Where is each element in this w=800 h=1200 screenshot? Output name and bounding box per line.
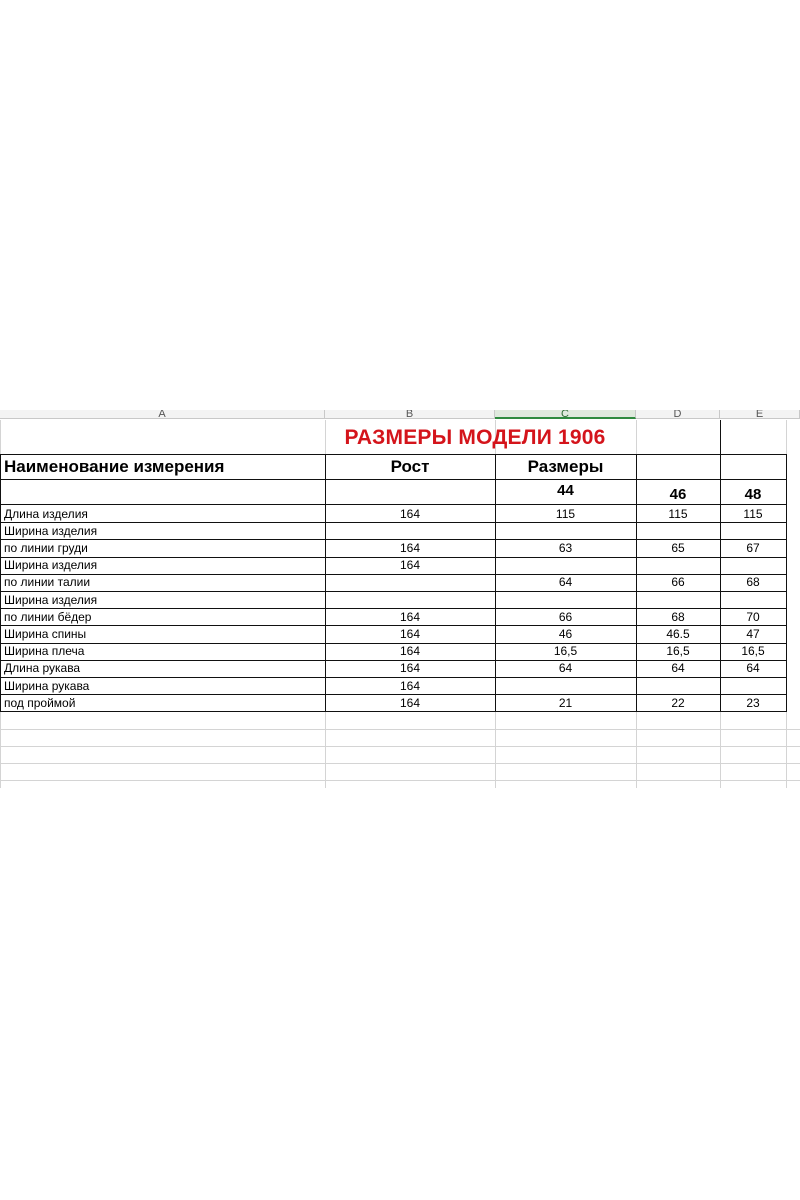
row-size-48-value[interactable]: 64: [746, 661, 760, 676]
row-size-44-value[interactable]: 64: [558, 661, 573, 676]
row-height-value[interactable]: 164: [399, 506, 421, 521]
row-label[interactable]: Ширина изделия: [4, 558, 98, 573]
row-label[interactable]: Длина рукава: [4, 661, 81, 676]
row-size-44-value[interactable]: 63: [558, 540, 573, 555]
row-size-46-value[interactable]: 22: [671, 695, 685, 710]
row-size-46-value[interactable]: [636, 522, 720, 539]
row-size-48-value[interactable]: 23: [746, 695, 760, 710]
row-size-44-value[interactable]: 21: [558, 695, 573, 710]
row-label[interactable]: по линии талии: [4, 575, 91, 590]
row-size-48-value[interactable]: 67: [746, 540, 760, 555]
row-height-value[interactable]: 164: [399, 558, 421, 573]
row-size-44-value[interactable]: 16,5: [553, 644, 578, 659]
cell-border: [0, 711, 786, 712]
row-height-value[interactable]: 164: [399, 626, 421, 641]
row-size-48-value[interactable]: 68: [746, 575, 760, 590]
row-size-46-value[interactable]: 16,5: [666, 644, 690, 659]
row-size-46-value[interactable]: 46.5: [666, 626, 690, 641]
row-size-44-value[interactable]: 46: [558, 626, 573, 641]
row-size-48-value[interactable]: 115: [743, 506, 763, 521]
row-label[interactable]: Ширина спины: [4, 626, 87, 641]
row-size-48-value[interactable]: 47: [746, 626, 760, 641]
size-44[interactable]: 44: [557, 482, 574, 499]
row-size-46-value[interactable]: 65: [671, 540, 685, 555]
row-height-value[interactable]: 164: [399, 695, 421, 710]
header-sizes[interactable]: Размеры: [527, 457, 604, 476]
row-size-46-value[interactable]: [636, 677, 720, 694]
row-label[interactable]: Ширина изделия: [4, 592, 98, 607]
column-header-d[interactable]: D: [636, 410, 720, 419]
row-size-48-value[interactable]: 70: [746, 609, 760, 624]
row-height-value[interactable]: [325, 574, 495, 591]
gridline: [0, 763, 800, 764]
cell-border: [786, 454, 787, 712]
row-size-44-value[interactable]: [495, 591, 636, 608]
column-header-b[interactable]: B: [325, 410, 495, 419]
row-size-46-value[interactable]: 68: [671, 609, 685, 624]
row-height-value[interactable]: 164: [399, 644, 421, 659]
row-label[interactable]: под проймой: [4, 695, 76, 710]
row-height-value[interactable]: [325, 522, 495, 539]
row-size-48-value[interactable]: [720, 557, 786, 574]
gridline: [0, 729, 800, 730]
row-size-46-value[interactable]: [636, 557, 720, 574]
row-label[interactable]: по линии груди: [4, 540, 88, 555]
row-height-value[interactable]: 164: [399, 609, 421, 624]
column-header-e[interactable]: E: [720, 410, 800, 419]
header-measurement-name[interactable]: Наименование измерения: [4, 457, 225, 476]
column-header-a[interactable]: A: [0, 410, 325, 419]
row-size-46-value[interactable]: 115: [668, 506, 688, 521]
gridline: [0, 780, 800, 781]
spreadsheet: [0, 410, 800, 788]
column-header-c[interactable]: C: [495, 410, 636, 419]
row-size-44-value[interactable]: 64: [558, 575, 573, 590]
row-size-44-value[interactable]: [495, 522, 636, 539]
size-48[interactable]: 48: [744, 486, 762, 503]
sheet-title[interactable]: РАЗМЕРЫ МОДЕЛИ 1906: [344, 425, 606, 449]
row-label[interactable]: по линии бёдер: [4, 609, 92, 624]
row-label[interactable]: Длина изделия: [4, 506, 88, 521]
row-size-48-value[interactable]: 16,5: [741, 644, 765, 659]
size-46[interactable]: 46: [669, 486, 687, 503]
row-size-44-value[interactable]: [495, 557, 636, 574]
row-size-46-value[interactable]: 64: [671, 661, 685, 676]
row-height-value[interactable]: 164: [399, 678, 421, 693]
row-size-48-value[interactable]: [720, 677, 786, 694]
row-size-44-value[interactable]: 66: [558, 609, 573, 624]
row-size-46-value[interactable]: [636, 591, 720, 608]
gridline: [0, 746, 800, 747]
row-height-value[interactable]: 164: [399, 661, 421, 676]
row-label[interactable]: Ширина плеча: [4, 644, 85, 659]
row-height-value[interactable]: [325, 591, 495, 608]
header-height[interactable]: Рост: [390, 457, 430, 476]
row-size-44-value[interactable]: 115: [555, 506, 576, 521]
row-label[interactable]: Ширина рукава: [4, 678, 90, 693]
row-size-46-value[interactable]: 66: [671, 575, 685, 590]
row-size-44-value[interactable]: [495, 677, 636, 694]
row-height-value[interactable]: 164: [399, 540, 421, 555]
row-size-48-value[interactable]: [720, 522, 786, 539]
row-label[interactable]: Ширина изделия: [4, 523, 98, 538]
row-size-48-value[interactable]: [720, 591, 786, 608]
